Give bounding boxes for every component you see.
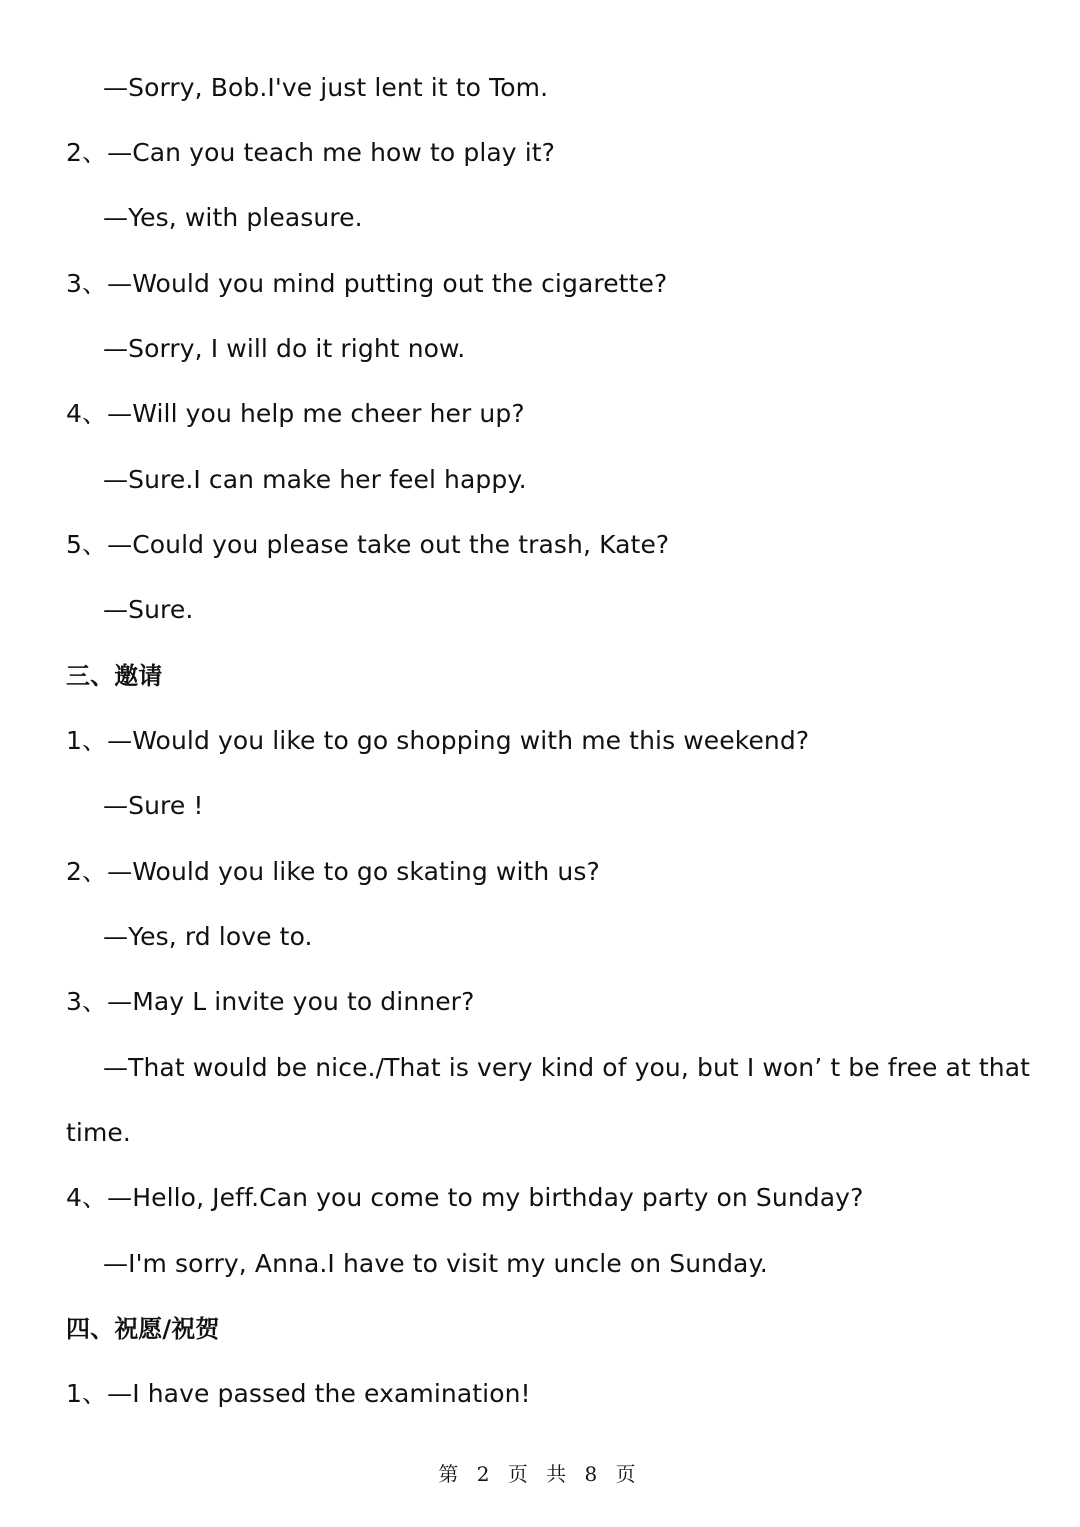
dialogue-line: 2、—Can you teach me how to play it?	[66, 138, 556, 167]
dialogue-line: 4、—Hello, Jeff.Can you come to my birthday party on Sunday?	[66, 1183, 864, 1212]
dialogue-line: —Sure.I can make her feel happy.	[103, 465, 527, 494]
dialogue-line: 1、—I have passed the examination!	[66, 1379, 531, 1408]
dialogue-line: 5、—Could you please take out the trash, Kate?	[66, 530, 670, 559]
dialogue-line: —I'm sorry, Anna.I have to visit my uncle on Sunday.	[103, 1249, 768, 1278]
page-footer: 第 2 页 共 8 页	[438, 1462, 642, 1486]
dialogue-line: time.	[66, 1118, 131, 1147]
dialogue-line: 4、—Will you help me cheer her up?	[66, 399, 525, 428]
dialogue-line: —Yes, with pleasure.	[103, 203, 363, 232]
dialogue-line: —Sure !	[103, 791, 204, 820]
section-heading: 三、邀请	[66, 662, 163, 690]
dialogue-line: —Sure.	[103, 595, 194, 624]
section-heading: 四、祝愿/祝贺	[66, 1315, 220, 1343]
dialogue-line: —Sorry, Bob.I've just lent it to Tom.	[103, 73, 549, 102]
dialogue-line: —That would be nice./That is very kind of you, but I won’ t be free at that	[103, 1053, 1031, 1082]
dialogue-line: 2、—Would you like to go skating with us?	[66, 857, 600, 886]
dialogue-line: 1、—Would you like to go shopping with me this weekend?	[66, 726, 810, 755]
dialogue-line: 3、—May L invite you to dinner?	[66, 987, 475, 1016]
dialogue-line: 3、—Would you mind putting out the cigarette?	[66, 269, 668, 298]
dialogue-line: —Yes, rd love to.	[103, 922, 313, 951]
dialogue-line: —Sorry, I will do it right now.	[103, 334, 466, 363]
